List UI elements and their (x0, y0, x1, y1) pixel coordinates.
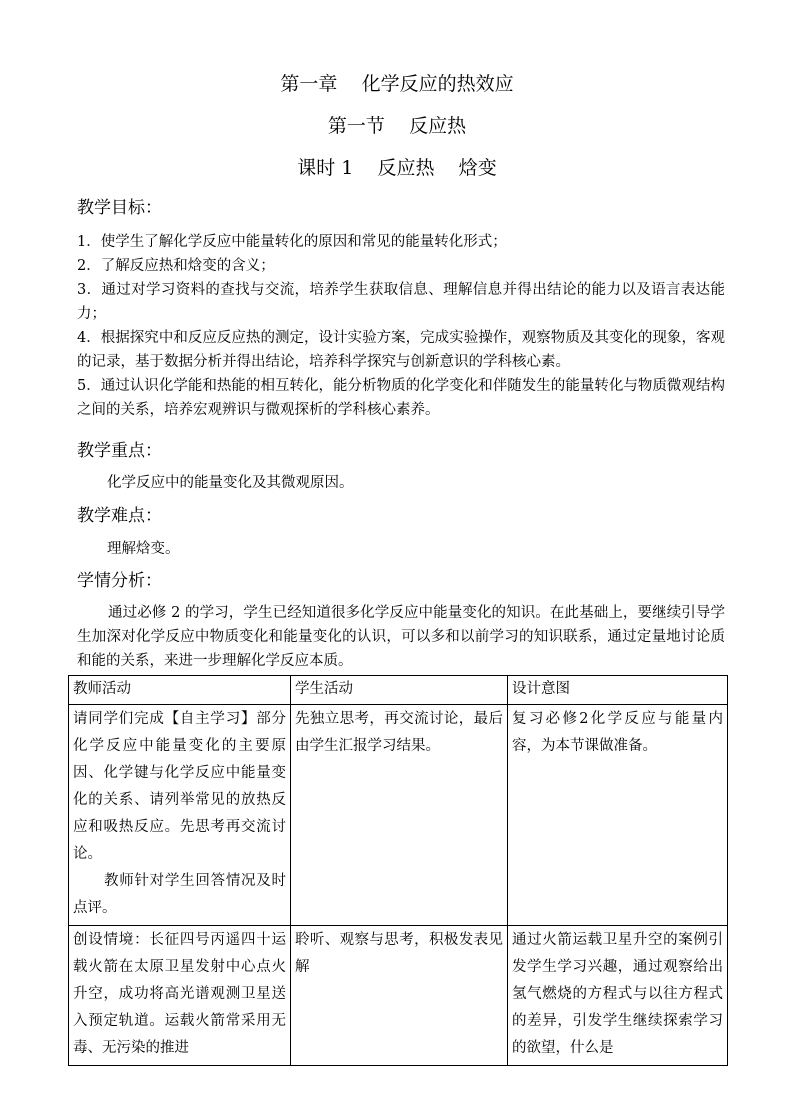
teacher-activity-text: 创设情境：长征四号丙遥四十运载火箭在太原卫星发射中心点火升空，成功将高光谱观测卫星送入预定轨道。运载火箭常采用无毒、无污染的推进 (73, 932, 286, 1056)
student-activity-cell (291, 926, 508, 1066)
design-intent-cell (508, 926, 728, 1066)
student-activity-cell (291, 705, 508, 926)
design-intent-text: 复习必修2化学反应与能量内容，为本节课做准备。 (512, 711, 723, 754)
teacher-activity-cell (69, 926, 291, 1066)
table-row (69, 926, 728, 1066)
table-row (69, 705, 728, 926)
design-intent-text: 通过火箭运载卫星升空的案例引发学生学习兴趣，通过观察给出氢气燃烧的方程式与以往方程式的差异，引发学生继续探索学习的欲望，什么是 (512, 932, 723, 1056)
teacher-activity-cell (69, 705, 291, 926)
goal-item: 5．通过认识化学能和热能的相互转化，能分析物质的化学变化和伴随发生的能量转化与物质微观结构之间的关系，培养宏观辨识与微观探析的学科核心素养。 (77, 378, 725, 418)
header-student-activity: 学生活动 (291, 676, 508, 705)
lesson-plan-table (68, 675, 728, 1066)
table-header-row (69, 676, 728, 705)
chapter-title: 第一章 化学反应的热效应 (280, 73, 514, 95)
key-points-heading: 教学重点： (77, 441, 162, 461)
student-activity-text: 先独立思考，再交流讨论，最后由学生汇报学习结果。 (295, 711, 503, 754)
difficulties-text: 理解焓变。 (107, 541, 180, 557)
teacher-activity-note: 教师针对学生回答情况及时点评。 (73, 873, 286, 916)
header-design-intent: 设计意图 (508, 676, 728, 705)
header-teacher-activity: 教师活动 (69, 676, 291, 705)
goal-item: 1．使学生了解化学反应中能量转化的原因和常见的能量转化形式； (77, 234, 507, 250)
section-title: 第一节 反应热 (327, 115, 467, 137)
design-intent-cell (508, 705, 728, 926)
lesson-title: 课时 1 反应热 焓变 (297, 157, 497, 179)
teacher-activity-text: 请同学们完成【自主学习】部分化学反应中能量变化的主要原因、化学键与化学反应中能量变化的关系、请列举常见的放热反应和吸热反应。先思考再交流讨论。 (73, 711, 286, 862)
analysis-heading: 学情分析： (77, 571, 162, 591)
goal-item: 3．通过对学习资料的查找与交流，培养学生获取信息、理解信息并得出结论的能力以及语言表达能力； (77, 282, 725, 322)
student-activity-text: 聆听、观察与思考，积极发表见解 (295, 932, 503, 975)
goal-item: 2．了解反应热和焓变的含义； (77, 258, 275, 274)
goals-heading: 教学目标： (77, 198, 162, 218)
analysis-text: 通过必修 2 的学习，学生已经知道很多化学反应中能量变化的知识。在此基础上，要继续引导学生加深对化学反应中物质变化和能量变化的认识，可以多和以前学习的知识联系，通过定量地讨论质和能的关系，来进一步理解化学反应本质。 (77, 605, 725, 669)
goal-item: 4．根据探究中和反应反应热的测定，设计实验方案，完成实验操作，观察物质及其变化的现象，客观的记录，基于数据分析并得出结论，培养科学探究与创新意识的学科核心素。 (77, 330, 725, 370)
difficulties-heading: 教学难点： (77, 506, 162, 526)
key-points-text: 化学反应中的能量变化及其微观原因。 (107, 475, 354, 491)
goals-list (77, 230, 725, 422)
